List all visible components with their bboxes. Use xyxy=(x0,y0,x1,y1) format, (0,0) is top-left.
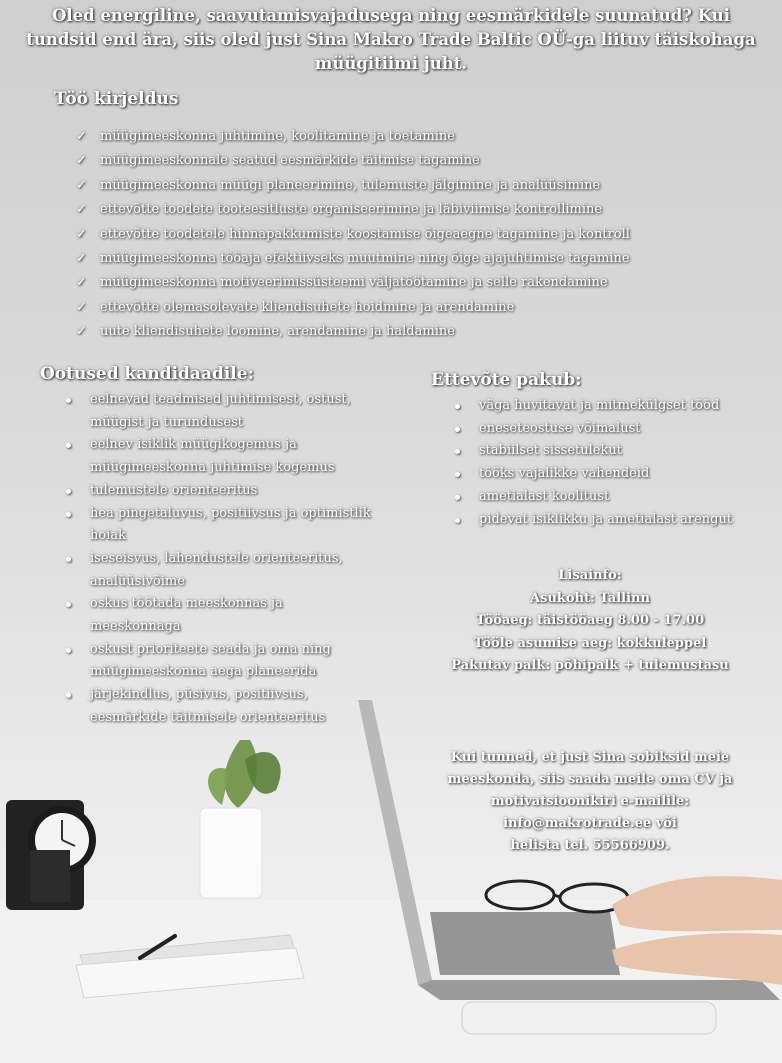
list-item: tulemustele orienteeritus xyxy=(62,480,372,503)
expectations-title: Ootused kandidaadile: xyxy=(40,364,254,384)
list-item: hea pingetaluvus, positiivsus ja optimistlik hoiak xyxy=(62,503,372,548)
smartphone-icon xyxy=(462,1002,716,1034)
list-item: stabiilset sissetulekut xyxy=(451,440,771,463)
list-item: eneseteostuse võimalust xyxy=(451,418,771,441)
checkmark-icon: ✓ xyxy=(76,226,87,242)
list-item: eelnev isiklik müügikogemus ja müügimeeskonna juhtimise kogemus xyxy=(62,434,372,479)
checkmark-icon: ✓ xyxy=(76,299,87,315)
page-headline: Oled energiline, saavutamisvajadusega ning eesmärkidele suunatud? Kui tundsid end ära, siis oled just Sina Makro Trade Baltic OÜ-ga liituv täiskohaga müügitiimi juht. xyxy=(26,6,756,73)
contact-block xyxy=(430,747,750,857)
bullet-icon xyxy=(455,404,460,409)
list-item: tööks vajalikke vahendeid xyxy=(451,463,771,486)
bullet-icon xyxy=(66,489,71,494)
list-item: ✓ müügimeeskonna juhtimine, koolitamine ja toetamine xyxy=(76,125,766,149)
list-item: järjekindlus, püsivus, positiivsus, eesmärkide täitmisele orienteeritus xyxy=(62,684,372,729)
checkmark-icon: ✓ xyxy=(76,324,87,340)
list-item: ✓ müügimeeskonnale seatud eesmärkide täitmise tagamine xyxy=(76,149,766,173)
duties-list xyxy=(76,125,766,345)
list-item: ✓ ettevõtte olemasolevate kliendisuhete hoidmine ja arendamine xyxy=(76,296,766,320)
contact-line: meeskonda, siis saada meile oma CV ja xyxy=(447,772,733,787)
potted-plant-icon xyxy=(200,740,281,898)
info-heading: Lisainfo: xyxy=(558,568,622,583)
list-item: eelnevad teadmised juhtimisest, ostust, müügist ja turundusest xyxy=(62,389,372,434)
bullet-icon xyxy=(66,602,71,607)
list-item: ✓ müügimeeskonna motiveerimissüsteemi väljatöötamine ja selle rakendamine xyxy=(76,271,766,295)
checkmark-icon: ✓ xyxy=(76,275,87,291)
bullet-icon xyxy=(455,495,460,500)
bullet-icon xyxy=(66,443,71,448)
info-working-hours: Tööaeg: täistööaeg 8.00 - 17.00 xyxy=(475,613,705,629)
offer-list xyxy=(451,395,771,531)
info-start-date: Tööle asumise aeg: kokkuleppel xyxy=(473,635,707,651)
list-item: oskust prioriteete seada ja oma ning müügimeeskonna aega planeerida xyxy=(62,639,372,684)
contact-phone[interactable]: helista tel. 55566909. xyxy=(510,838,670,853)
list-item: iseseisvus, lahendustele orienteeritus, analüüsivõime xyxy=(62,548,372,593)
contact-email[interactable]: info@makrotrade.ee või xyxy=(503,816,677,831)
list-item: oskus töötada meeskonnas ja meeskonnaga xyxy=(62,593,372,638)
info-location: Asukoht: Tallinn xyxy=(530,590,650,606)
additional-info xyxy=(430,565,750,678)
contact-line: motivatsioonikiri e-mailile: xyxy=(490,794,690,809)
bullet-icon xyxy=(455,449,460,454)
list-item: ametialast koolitust xyxy=(451,486,771,509)
list-item: ✓ uute kliendisuhete loomine, arendamine ja haldamine xyxy=(76,320,766,344)
bullet-icon xyxy=(66,648,71,653)
list-item: ✓ ettevõtte toodetele hinnapakkumiste koostamise õigeaegne tagamine ja kontroll xyxy=(76,223,766,247)
info-salary: Pakutav palk: põhipalk + tulemustasu xyxy=(451,658,729,674)
bullet-icon xyxy=(455,518,460,523)
checkmark-icon: ✓ xyxy=(76,202,87,218)
desk-clock-icon xyxy=(6,800,96,910)
list-item: pidevat isiklikku ja ametialast arengut xyxy=(451,509,771,532)
bullet-icon xyxy=(66,693,71,698)
bullet-icon xyxy=(66,398,71,403)
contact-line: Kui tunned, et just Sina sobiksid meie xyxy=(450,750,730,765)
bullet-icon xyxy=(455,427,460,432)
list-item: ✓ müügimeeskonna müügi planeerimine, tulemuste jälgimine ja analüüsimine xyxy=(76,174,766,198)
list-item: ✓ müügimeeskonna tööaja efektiivseks muutmine ning õige ajajuhtimise tagamine xyxy=(76,247,766,271)
offer-title: Ettevõte pakub: xyxy=(431,370,582,390)
checkmark-icon: ✓ xyxy=(76,153,87,169)
checkmark-icon: ✓ xyxy=(76,177,87,193)
expectations-list xyxy=(62,389,372,730)
bullet-icon xyxy=(66,512,71,517)
bullet-icon xyxy=(455,472,460,477)
list-item: ✓ ettevõtte toodete tooteesitluste organiseerimine ja läbiviimise kontrollimine xyxy=(76,198,766,222)
bullet-icon xyxy=(66,557,71,562)
checkmark-icon: ✓ xyxy=(76,129,87,144)
list-item: väga huvitavat ja mitmekülgset tööd xyxy=(451,395,771,418)
checkmark-icon: ✓ xyxy=(76,251,87,267)
duties-title: Töö kirjeldus xyxy=(54,89,179,109)
